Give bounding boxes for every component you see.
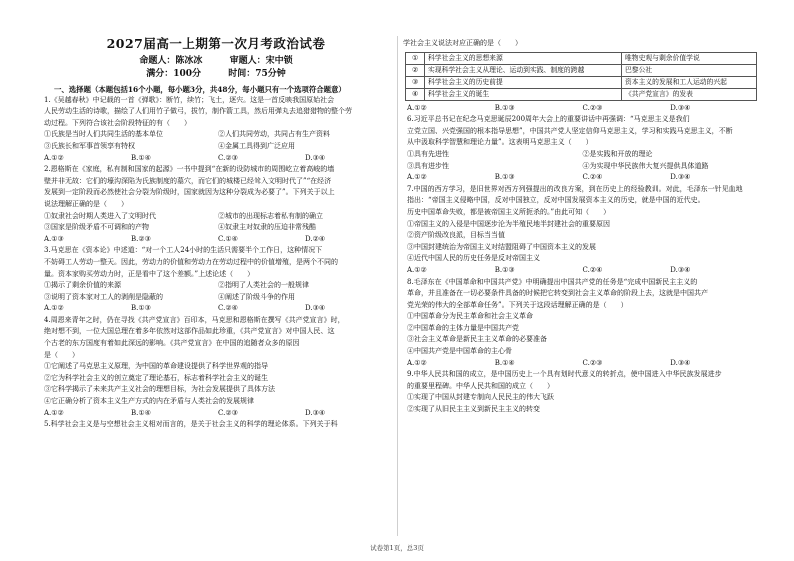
table-cell: 巴黎公社 bbox=[622, 64, 757, 76]
question-line: 从中汲取科学智慧和理论力量”。这表明马克思主义（ ） bbox=[407, 138, 593, 147]
section-heading: 一、选择题（本题包括16个小题，每小题3分，共48分，每小题只有一个选项符合题意） bbox=[54, 84, 346, 94]
question-9 bbox=[403, 369, 758, 415]
option: ①实现了中国从封建专制向人民民主的伟大飞跃 bbox=[407, 393, 554, 402]
option: ①中国革命分为民主革命和社会主义革命 bbox=[407, 312, 533, 321]
column-divider bbox=[397, 36, 398, 536]
answer-choice: C.②④ bbox=[218, 304, 238, 313]
table-cell: 唯物史观与剩余价值学说 bbox=[622, 52, 757, 64]
option: ③它科学揭示了未来共产主义社会的理想目标，为社会发展提供了具体方法 bbox=[44, 385, 275, 394]
answer-choice: D.③④ bbox=[670, 103, 691, 112]
table-cell: ④ bbox=[406, 88, 425, 100]
question-2 bbox=[40, 164, 392, 245]
option: ②城市的出现标志着私有制的确立 bbox=[218, 211, 323, 220]
table-cell: 科学社会主义的历史前提 bbox=[425, 76, 622, 88]
table-row bbox=[406, 76, 757, 88]
option: ②指明了人类社会的一般规律 bbox=[218, 281, 309, 290]
question-line: 人民劳动生活的诗歌，描绘了人们用竹子做弓，拔竹，制作箭工具，然后用弹丸去追猎猎物的整个劳 bbox=[44, 107, 352, 116]
option: ①奴隶社会时期人类进入了文明时代 bbox=[44, 211, 156, 220]
answer-choice: B.①③ bbox=[131, 304, 151, 313]
option: ①具有先进性 bbox=[407, 149, 449, 158]
answer-choice: A.①③ bbox=[44, 234, 64, 243]
answer-choice: A.①② bbox=[44, 408, 64, 417]
question-line: 5.科学社会主义是与空想社会主义相对而言的，是关于社会主义的科学的理论体系。下列关于科 bbox=[44, 420, 338, 429]
table-cell: 实现科学社会主义从理论、运动到实践、制度的跨越 bbox=[425, 64, 622, 76]
question-line: 壁并非无故：它们的壕沟深陷为氏族制度的墓穴，而它们的城楼已经耸入文明时代了”“在经济 bbox=[44, 176, 332, 185]
question-8 bbox=[403, 277, 758, 370]
exam-meta bbox=[40, 55, 392, 81]
option: ④奴隶主对奴隶的压迫非常残酷 bbox=[218, 223, 316, 232]
question-line: 说法理解正确的是（ ） bbox=[44, 199, 128, 208]
option: ①揭示了剩余价值的来源 bbox=[44, 281, 121, 290]
table-row bbox=[406, 88, 757, 100]
reviewer: 审题人：宋中锁 bbox=[229, 55, 293, 66]
question-line: 个古老的东方国度有着如此深远的影响。《共产党宣言》在中国的追随者众多的原因 bbox=[44, 339, 300, 348]
question-6 bbox=[403, 114, 758, 184]
question-line: 立党立国、兴党强国的根本指导思想”，中国共产党人坚定信仰马克思主义，学习和实践马克思主义，不断 bbox=[407, 126, 733, 135]
option: ④它正确分析了资本主义生产方式的内在矛盾与人类社会的发展规律 bbox=[44, 397, 254, 406]
question-line: 6.习近平总书记在纪念马克思诞辰200周年大会上的重要讲话中再强调：“马克思主义是我们 bbox=[407, 115, 690, 124]
full-score: 满分：100分 bbox=[146, 68, 202, 79]
option: ①它阐述了马克思主义原理，为中国的革命建设提供了科学世界观的指导 bbox=[44, 362, 268, 371]
answer-choice: C.②③ bbox=[218, 408, 238, 417]
answer-choice: D.③④ bbox=[670, 358, 691, 367]
question-line: 发展到一定阶段而必然使社会分裂为阶级时，国家就因为这种分裂成为必要了”。下列关于以上 bbox=[44, 188, 335, 197]
answer-choice: A.①② bbox=[407, 173, 427, 182]
answer-choice: D.②④ bbox=[305, 234, 326, 243]
answer-choice: C.②④ bbox=[582, 173, 603, 182]
table-cell: ① bbox=[406, 52, 425, 64]
question-line: 革命，并且准备在一切必要条件具备的时候把它转变到社会主义革命的阶段上去，这就是中国共产 bbox=[407, 289, 708, 298]
answer-choice: C.②③ bbox=[218, 153, 238, 162]
option: ②中国革命的主体力量是中国共产党 bbox=[407, 323, 519, 332]
option: ③社会主义革命是新民主主义革命的必要准备 bbox=[407, 335, 547, 344]
answer-choice: C.②③ bbox=[582, 358, 603, 367]
question-line: 指出：“帝国主义侵略中国，反对中国独立，反对中国发展资本主义的历史，就是中国的近代史。 bbox=[407, 196, 705, 205]
option: ③氏族长和军事首领享有特权 bbox=[44, 141, 135, 150]
option: ④金属工具得到广泛应用 bbox=[218, 141, 295, 150]
answer-choice: B.②③ bbox=[131, 234, 151, 243]
question-line: 不妨碍工人劳动一整天。因此，劳动力的价值和劳动力在劳动过程中的价值增殖，是两个不同的 bbox=[44, 257, 338, 266]
question-4 bbox=[40, 315, 392, 419]
answer-choice: C.②④ bbox=[582, 265, 603, 274]
option: ③说明了资本家对工人的剥削是隐蔽的 bbox=[44, 292, 163, 301]
question-line: 的重要里程碑。中华人民共和国的成立（ ） bbox=[407, 381, 554, 390]
answer-choice: B.①③ bbox=[494, 103, 515, 112]
question-line: 学社会主义说法对应正确的是（ ） bbox=[403, 39, 522, 47]
question-line: 3.马克思在《资本论》中述道：“对一个工人24小时的生活只需要半个工作日，这种情况下 bbox=[44, 246, 323, 255]
option: ③国家是阶级矛盾不可调和的产物 bbox=[44, 223, 149, 232]
proposer: 命题人：陈冰冰 bbox=[139, 55, 203, 66]
answer-choice: D.③④ bbox=[305, 153, 326, 162]
option: ②它为科学社会主义的创立奠定了理论基石，标志着科学社会主义的诞生 bbox=[44, 373, 268, 382]
page-footer: 试卷第1页，总3页 bbox=[370, 544, 424, 552]
answer-choice: D.③④ bbox=[305, 408, 326, 417]
question-line: 历史中国革命失败，都是被帝国主义所扼杀的。”由此可知（ ） bbox=[407, 207, 611, 216]
table-cell: 科学社会主义的诞生 bbox=[425, 88, 622, 100]
answer-choice: A.①② bbox=[407, 265, 427, 274]
option: ④近代中国人民的历史任务是反对帝国主义 bbox=[407, 254, 540, 263]
question-5 bbox=[40, 419, 392, 431]
question-line: 是（ ） bbox=[44, 350, 79, 359]
answer-choice: A.①② bbox=[44, 304, 64, 313]
question-line: 党光荣的伟大的全部革命任务”。下列关于这段话理解正确的是（ ） bbox=[407, 300, 628, 309]
option: ③中国封建统治为帝国主义对结盟阻碍了中国资本主义的发展 bbox=[407, 242, 596, 251]
option: ②资产阶级改良派，目标当当值 bbox=[407, 231, 505, 240]
answer-choice: B.①③ bbox=[494, 173, 515, 182]
question-line: 7.中国的西方学习，是旧世界对西方列强提出的改良方案，到在历史上的经验教训。对此，毛泽东一针见血地 bbox=[407, 184, 743, 193]
option: ③具有进步性 bbox=[407, 161, 449, 170]
question-line: 4.周恩来青年之时，仍在寻找《共产党宣言》百印本，马克思和恩格斯在撰写《共产党宣言》时， bbox=[44, 315, 345, 324]
table-row bbox=[406, 64, 757, 76]
option: ②是实践和开放的理论 bbox=[582, 149, 653, 158]
left-column bbox=[40, 0, 392, 431]
answer-choice: B.①④ bbox=[494, 358, 515, 367]
question-line: 8.毛泽东在《中国革命和中国共产党》中明确提出中国共产党的任务是“完成中国新民主主义的 bbox=[407, 277, 698, 286]
question-line: 9.中华人民共和国的成立，是中国历史上一个具有划时代意义的转折点，使中国进入中华民族发展进步 bbox=[407, 370, 722, 379]
option: ①帝国主义的入侵是中国逐步沦为半殖民地半封建社会的重要原因 bbox=[407, 219, 610, 228]
answer-choice: B.①④ bbox=[131, 153, 151, 162]
answer-choice: D.③④ bbox=[670, 173, 691, 182]
table-cell: ③ bbox=[406, 76, 425, 88]
answer-choice: D.③④ bbox=[670, 265, 691, 274]
question-line: 2.恩格斯在《家庭，私有制和国家的起源》一书中提到“在新的设防城市的周围屹立着高峻的墙 bbox=[44, 165, 335, 174]
table-cell: ② bbox=[406, 64, 425, 76]
table-row bbox=[406, 52, 757, 64]
option: ①氏族是当时人们共同生活的基本单位 bbox=[44, 130, 163, 139]
option: ④为实现中华民族伟大复兴提供具体道路 bbox=[582, 161, 709, 170]
option: ②人们共同劳动，共同占有生产资料 bbox=[218, 130, 330, 139]
question-3 bbox=[40, 245, 392, 315]
answer-choice: A.①② bbox=[44, 153, 64, 162]
question-7 bbox=[403, 184, 758, 277]
question-line: 1.《吴越春秋》中记载的一首《弹歌》：断竹，续竹；飞土，逐宍。这是一首反映我国原始社会 bbox=[44, 95, 335, 104]
option: ②实现了从旧民主主义到新民主主义的转变 bbox=[407, 405, 540, 414]
question-5-table bbox=[405, 52, 757, 101]
answer-choice: C.①④ bbox=[218, 234, 238, 243]
answer-choice: B.①③ bbox=[494, 265, 515, 274]
answer-choice: A.①② bbox=[407, 103, 427, 112]
answer-choice: A.①② bbox=[407, 358, 427, 367]
table-cell: 资本主义的发展和工人运动的兴起 bbox=[622, 76, 757, 88]
score-line bbox=[40, 68, 392, 81]
question-1 bbox=[40, 95, 392, 165]
answer-choice: B.①④ bbox=[131, 408, 151, 417]
table-cell: 科学社会主义的思想来源 bbox=[425, 52, 622, 64]
question-line: 绝对想不到，一位大国总理在着多年依然对这部作品如此珍重，《共产党宣言》对中国人民、这 bbox=[44, 327, 335, 336]
question-line: 动过程。下列符合该社会阶段特征的有（ ） bbox=[44, 118, 191, 127]
table-cell: 《共产党宣言》的发表 bbox=[622, 88, 757, 100]
authors-line bbox=[40, 55, 392, 68]
exam-title: 2027届高一上期第一次月考政治试卷 bbox=[106, 36, 326, 51]
option: ④中国共产党是中国革命的主心骨 bbox=[407, 347, 512, 356]
answer-choice: D.③④ bbox=[305, 304, 326, 313]
right-column bbox=[403, 0, 758, 416]
option: ④阐述了阶级斗争的作用 bbox=[218, 292, 295, 301]
answer-choice: C.②③ bbox=[582, 103, 603, 112]
question-line: 量。资本家购买劳动力时，正是看中了这个差额。”上述论述（ ） bbox=[44, 269, 255, 278]
time-limit: 时间：75分钟 bbox=[228, 68, 286, 79]
